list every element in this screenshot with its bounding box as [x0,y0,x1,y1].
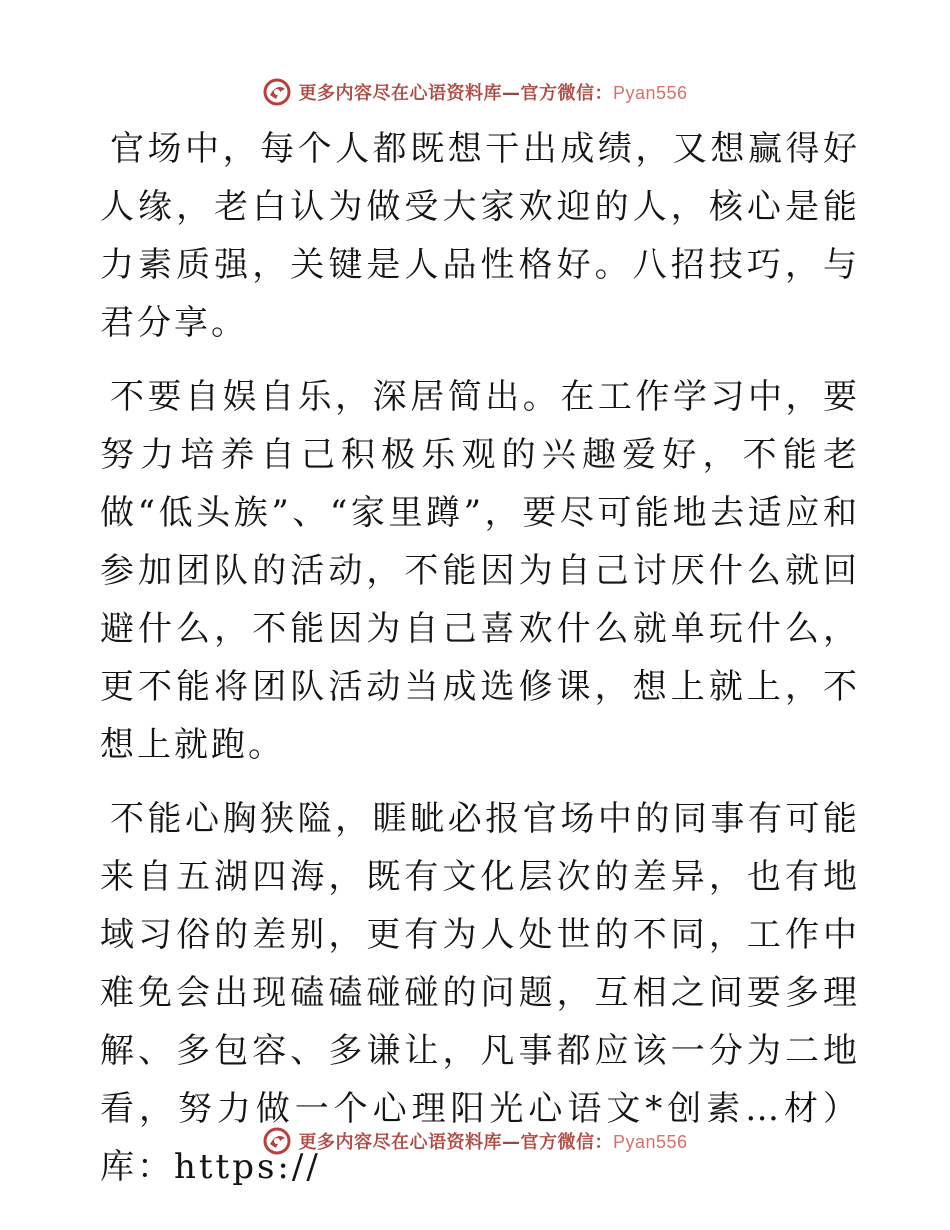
footer-banner [0,1121,950,1161]
banner-contact-label: 官方微信： [520,1132,613,1153]
banner-wechat-id: Pyan556 [612,83,688,103]
banner-text [298,79,687,105]
banner-contact-label: 官方微信： [520,83,613,104]
banner-separator: — [501,1132,521,1153]
document-body [100,120,860,1212]
paragraph-intro: 官场中，每个人都既想干出成绩，又想赢得好人缘，老白认为做受大家欢迎的人，核心是能力素质强，关键是人品性格好。八招技巧，与君分享。 [100,129,860,343]
red-swirl-logo-icon [262,77,292,107]
banner-title: 更多内容尽在心语资料库 [298,1132,502,1153]
banner-text [298,1128,687,1154]
header-banner [0,72,950,112]
red-swirl-logo-icon [262,1126,292,1156]
paragraph-team-activities: 不要自娱自乐，深居简出。在工作学习中，要努力培养自己积极乐观的兴趣爱好，不能老做“低头族”、“家里蹲”，要尽可能地去适应和参加团队的活动，不能因为自己讨厌什么就回避什么，不能因为自己喜欢什么就单玩什么，更不能将团队活动当成选修课，想上就上，不想上就跑。 [100,377,860,765]
paragraph-tolerance: 不能心胸狭隘，睚眦必报官场中的同事有可能来自五湖四海，既有文化层次的差异，也有地域习俗的差别，更有为人处世的不同，工作中难免会出现磕磕碰碰的问题，互相之间要多理解、多包容、多谦让，凡事都应该一分为二地看，努力做一个心理阳光心语文*创素…材）库：https:// [100,799,860,1187]
banner-title: 更多内容尽在心语资料库 [298,83,502,104]
banner-wechat-id: Pyan556 [612,1132,688,1152]
banner-separator: — [501,83,521,104]
